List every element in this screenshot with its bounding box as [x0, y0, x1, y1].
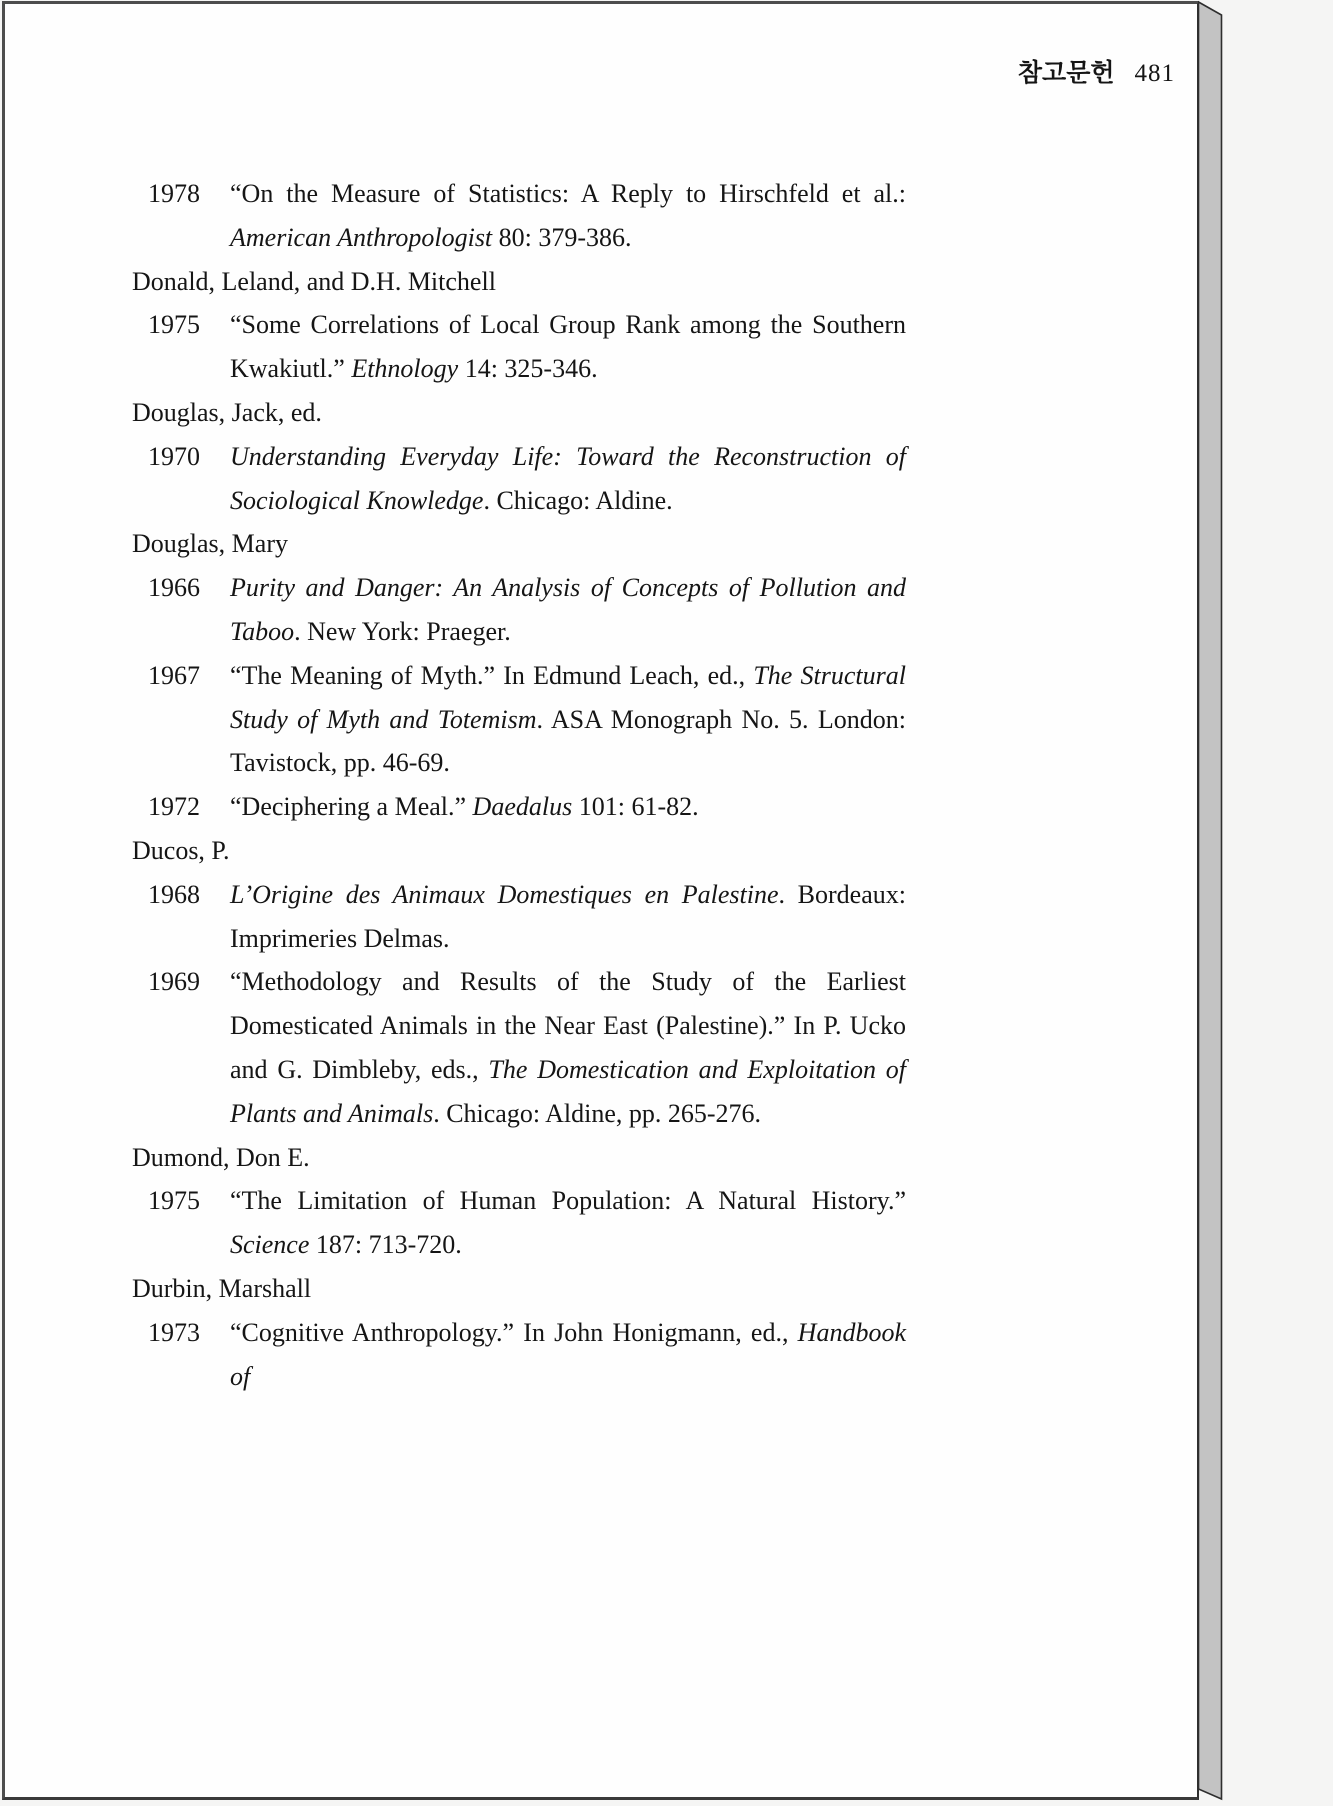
- title-segment: Sociological Knowledge: [230, 485, 484, 515]
- bib-line-author: [132, 829, 906, 873]
- bib-line-author: [132, 391, 906, 435]
- text-segment: . Chicago: Aldine, pp. 265-276.: [433, 1098, 762, 1128]
- title-segment: The Structural: [753, 660, 906, 690]
- bib-line-cont: [132, 741, 906, 785]
- text-segment: “Methodology and Results of the Study of the Earliest: [230, 967, 906, 997]
- title-segment: Study of Myth and Totemism: [230, 704, 537, 734]
- year-label: 1969: [148, 967, 200, 997]
- text-segment: Donald, Leland, and D.H. Mitchell: [132, 266, 496, 296]
- line-text: [230, 1179, 906, 1223]
- bib-line-cont: [132, 479, 906, 523]
- text-segment: . ASA Monograph No. 5. London:: [536, 704, 907, 734]
- book-page: [2, 1, 1199, 1800]
- title-segment: Plants and Animals: [230, 1098, 434, 1128]
- bib-line-work: [132, 435, 906, 479]
- title-segment: Daedalus: [472, 792, 573, 822]
- year-label: 1978: [148, 179, 200, 208]
- line-text: [132, 1267, 906, 1311]
- footer-label: 참고문헌: [1017, 60, 1115, 87]
- text-segment: . Bordeaux:: [778, 879, 906, 909]
- year-label: 1975: [148, 1186, 200, 1216]
- bib-line-cont: [132, 216, 906, 260]
- line-text: [230, 610, 906, 654]
- bib-line-author: [132, 522, 906, 566]
- bib-line-cont: [132, 1092, 906, 1136]
- bib-line-author: [132, 1267, 906, 1311]
- bib-line-work: [132, 654, 906, 698]
- text-segment: Tavistock, pp. 46-69.: [230, 748, 450, 778]
- text-segment: and G. Dimbleby, eds.,: [230, 1054, 489, 1084]
- line-text: [230, 785, 906, 829]
- line-text: [230, 917, 906, 961]
- bib-line-work: [132, 785, 906, 829]
- line-text: [230, 654, 906, 698]
- line-text: [230, 741, 906, 785]
- text-segment: Durbin, Marshall: [132, 1273, 312, 1303]
- title-segment: Ethnology: [351, 354, 459, 384]
- title-segment: American Anthropologist: [230, 222, 493, 252]
- title-segment: L’Origine des Animaux Domestiques en Palestine: [230, 879, 779, 909]
- year-label: 1970: [148, 441, 200, 471]
- line-text: [230, 1223, 906, 1267]
- text-segment: Douglas, Jack, ed.: [132, 397, 322, 427]
- title-segment: Handbook of: [230, 1317, 906, 1391]
- bib-line-cont: [132, 1223, 906, 1267]
- title-segment: The Domestication and Exploitation of: [488, 1054, 906, 1084]
- line-text: [132, 391, 906, 435]
- line-text: [230, 1004, 906, 1048]
- text-segment: 101: 61-82.: [572, 792, 699, 822]
- bib-line-work: [132, 303, 906, 347]
- year-label: 1972: [148, 792, 200, 822]
- line-text: [230, 566, 906, 610]
- year-label: 1966: [148, 573, 200, 603]
- text-segment: “Some Correlations of Local Group Rank among the Southern: [230, 310, 906, 340]
- title-segment: Purity and Danger: An Analysis of Concepts of Pollution and: [230, 573, 906, 603]
- line-text: [230, 479, 906, 523]
- text-segment: “The Limitation of Human Population: A Natural History.”: [230, 1186, 906, 1216]
- text-segment: “On the Measure of Statistics: A Reply to Hirschfeld et al.:: [230, 179, 906, 208]
- text-segment: . New York: Praeger.: [294, 616, 511, 646]
- line-text: [230, 347, 906, 391]
- text-segment: Douglas, Mary: [132, 529, 288, 559]
- line-text: [230, 960, 906, 1004]
- line-text: [230, 172, 906, 216]
- line-text: [230, 303, 906, 347]
- title-segment: Science: [230, 1230, 310, 1260]
- bib-line-work: [132, 172, 906, 216]
- bib-line-author: [132, 1136, 906, 1180]
- bib-line-work: [132, 566, 906, 610]
- year-label: 1975: [148, 310, 200, 340]
- year-label: 1973: [148, 1317, 200, 1347]
- line-text: [132, 1136, 906, 1180]
- bib-line-cont: [132, 610, 906, 654]
- text-segment: Domesticated Animals in the Near East (Palestine).” In P. Ucko: [230, 1011, 906, 1041]
- line-text: [230, 698, 906, 742]
- bib-line-work: [132, 1311, 906, 1391]
- text-segment: “Cognitive Anthropology.” In John Honigmann, ed.,: [230, 1317, 798, 1347]
- text-segment: “Deciphering a Meal.”: [230, 792, 473, 822]
- line-text: [230, 216, 906, 260]
- footer-page-number: 481: [1134, 60, 1175, 87]
- line-text: [230, 873, 906, 917]
- bib-line-author: [132, 260, 906, 304]
- title-segment: Taboo: [230, 616, 295, 646]
- text-segment: “The Meaning of Myth.” In Edmund Leach, ed.,: [230, 660, 754, 690]
- year-label: 1968: [148, 879, 200, 909]
- bibliography: [132, 4, 907, 1391]
- line-text: [230, 435, 906, 479]
- year-label: 1967: [148, 660, 200, 690]
- bib-line-cont: [132, 698, 906, 742]
- title-segment: Understanding Everyday Life: Toward the Reconstruction of: [230, 441, 906, 471]
- text-segment: 80: 379-386.: [492, 222, 632, 252]
- line-text: [230, 1092, 906, 1136]
- bib-line-cont: [132, 1004, 906, 1048]
- text-segment: Imprimeries Delmas.: [230, 923, 450, 953]
- text-segment: . Chicago: Aldine.: [483, 485, 673, 515]
- text-segment: Dumond, Don E.: [132, 1142, 310, 1172]
- bib-line-cont: [132, 1048, 906, 1092]
- text-segment: Ducos, P.: [132, 835, 230, 865]
- bib-line-cont: [132, 917, 906, 961]
- line-text: [230, 1311, 906, 1391]
- bib-line-work: [132, 960, 906, 1004]
- line-text: [132, 260, 906, 304]
- page-edge: [1198, 0, 1228, 1806]
- text-segment: Kwakiutl.”: [230, 354, 352, 384]
- bib-line-work: [132, 873, 906, 917]
- text-segment: 14: 325-346.: [458, 354, 598, 384]
- text-segment: 187: 713-720.: [309, 1230, 462, 1260]
- line-text: [132, 829, 906, 873]
- line-text: [230, 1048, 906, 1092]
- bib-line-work: [132, 1179, 906, 1223]
- bib-line-cont: [132, 347, 906, 391]
- line-text: [132, 522, 906, 566]
